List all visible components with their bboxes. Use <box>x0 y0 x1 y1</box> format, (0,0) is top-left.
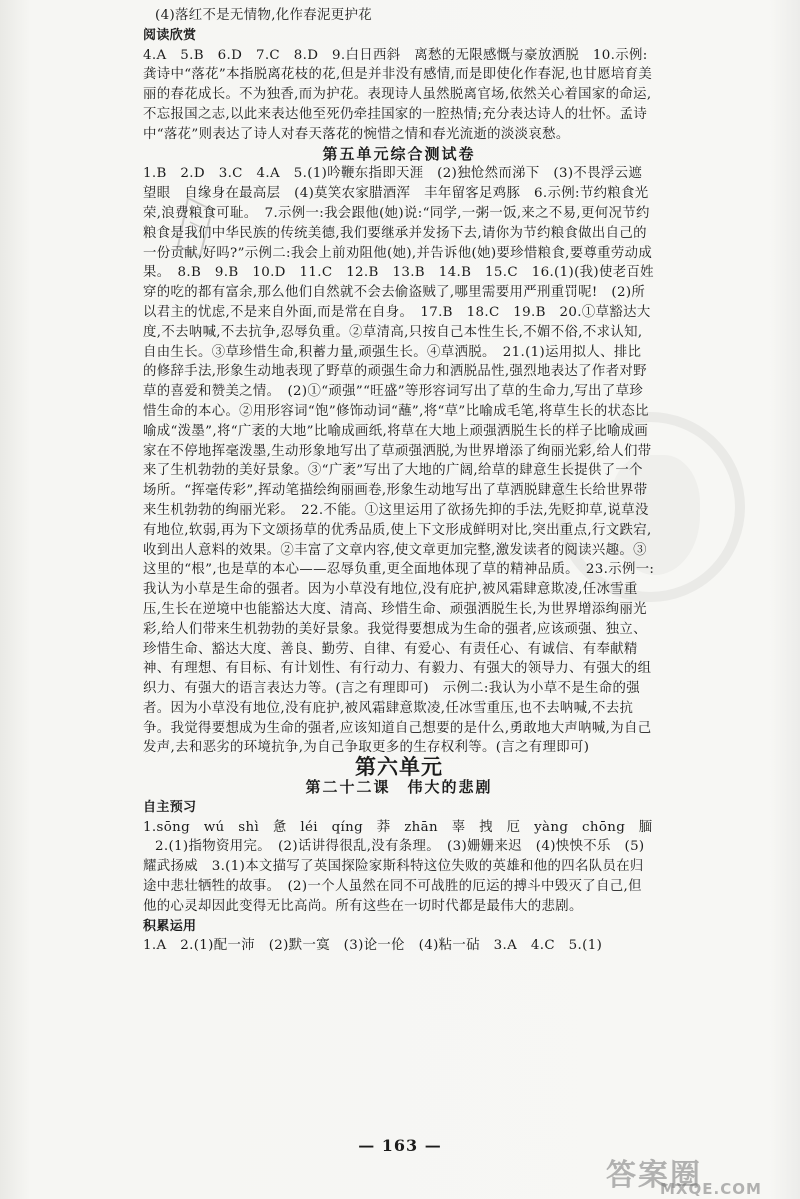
section-heading-reading: 阅读欣赏 <box>143 27 197 43</box>
lesson-title: 第二十二课 伟大的悲剧 <box>305 778 493 797</box>
logo-url: MXQE.COM <box>660 1180 762 1198</box>
accumulate-answers: 1.A 2.(1)配一沛 (2)默一寞 (3)论一伦 (4)粘一砧 3.A 4.C 5.(1) <box>143 938 603 954</box>
unit5-test-title: 第五单元综合测试卷 <box>322 144 476 163</box>
logo-text: 答案圈 <box>606 1158 702 1193</box>
poem-line: (4)落红不是无情物,化作春泥更护花 <box>155 8 372 23</box>
reading-answers: 4.A 5.B 6.D 7.C 8.D 9.白日西斜 离愁的无限感慨与豪放洒脱 10.示例:龚诗中“落花”本指脱离花枝的花,但是并非没有感情,而是即使化作春泥,也甘愿培育美丽的春花成长。不为独香,而为护花。表现诗人虽然脱离官场,依然关心着国家的命运,不忘报国之志,以此来表达他至死仍牵挂国家的一腔热情;充分表达诗人的壮怀。孟诗中“落花”则表达了诗人对春天落花的惋惜之情和春光流逝的淡淡哀愁。 <box>143 47 653 142</box>
answer-content <box>143 6 655 956</box>
site-logo <box>600 1150 800 1199</box>
unit6-title: 第六单元 <box>355 755 443 780</box>
unit5-answers: 1.B 2.D 3.C 4.A 5.(1)吟鞭东指即天涯 (2)独怆然而涕下 (3)不畏浮云遮望眼 自缘身在最高层 (4)莫笑农家腊酒浑 丰年留客足鸡豚 6.示例:节约粮食光荣,浪费粮食可耻。 7.示例一:我会跟他(她)说:“同学,一粥一饭,来之不易,更何况节约粮食是我们中华民族的传统美德,我们要继承并发扬下去,请你为节约粮食做出自己的一份贡献,好吗?”示例二:我会上前劝阻他(她),并告诉他(她)要珍惜粮食,要尊重劳动成果。 8.B 9.B 10.D 11.C 12.B 13.B 14.B 15.C 16.(1)(我)使老百姓穿的吃的都有富余,那么他们自然就不会去偷盗贼了,哪里需要用严刑重罚呢! (2)所以君主的忧虑,不是来自外面,而是常在自身。 17.B 18.C 19.B 20.①草豁达大度,不去呐喊,不去抗争,忍辱负重。②草清高,只按自己本性生长,不媚不俗,不求认知,自由生长。③草珍惜生命,积蓄力量,顽强生长。④草洒脱。 21.(1)运用拟人、排比的修辞手法,形象生动地表现了野草的顽强生命力和洒脱品性,强烈地表达了作者对野草的喜爱和赞美之情。 (2)①“顽强”“旺盛”等形容词写出了草的生命力,写出了草珍惜生命的本心。②用形容词“饱”修饰动词“蘸”,将“草”比喻成毛笔,将草生长的状态比喻成“泼墨”,将“广袤的大地”比喻成画纸,将草在大地上顽强洒脱生长的样子比喻成画家在不停地挥毫泼墨,生动形象地写出了草顽强洒脱,为世界增添了绚丽光彩,给人们带来了生机勃勃的美好景象。③“广袤”写出了大地的广阔,给草的肆意生长提供了一个场所。“挥毫传彩”,挥动笔描绘绚丽画卷,形象生动地写出了草洒脱肆意生长给世界带来生机勃勃的绚丽光彩。 22.不能。①这里运用了欲扬先抑的手法,先贬抑草,说草没有地位,软弱,再为下文颂扬草的优秀品质,使上下文形成鲜明对比,突出重点,行文跌宕,收到出人意料的效果。②丰富了文章内容,使文章更加完整,激发读者的阅读兴趣。③这里的“根”,也是草的本心——忍辱负重,更全面地体现了草的精神品质。 23.示例一:我认为小草是生命的强者。因为小草没有地位,没有庇护,被风霜肆意欺凌,任冰雪重压,生长在逆境中也能豁达大度、清高、珍惜生命、顽强洒脱生长,为世界增添绚丽光彩,给人们带来生机勃勃的美好景象。我觉得要想成为生命的强者,应该顽强、独立、珍惜生命、豁达大度、善良、勤劳、自律、有爱心、有责任心、有诚信、有奉献精神、有理想、有目标、有计划性、有行动力、有毅力、有强大的领导力、有强大的组织力、有强大的语言表达力等。(言之有理即可) 示例二:我认为小草不是生命的强者。因为小草没有地位,没有庇护,被风霜肆意欺凌,任冰雪重压,也不去呐喊,不去抗争。我觉得要想成为生命的强者,应该知道自己想要的是什么,勇敢地大声呐喊,为自己发声,去和恶劣的环境抗争,为自己争取更多的生存权利等。(言之有理即可) <box>143 166 655 756</box>
section-heading-accumulate: 积累运用 <box>143 918 197 934</box>
page-number: — 163 — <box>358 1136 442 1155</box>
preview-answers: 2.(1)指物资用完。 (2)话讲得很乱,没有条理。 (3)姗姗来迟 (4)怏怏不乐 (5)耀武扬威 3.(1)本文描写了英国探险家斯科特这位失败的英雄和他的四名队员在归途中悲壮牺牲的故事。 (2)一个人虽然在同不可战胜的厄运的搏斗中毁灭了自己,但他的心灵却因此变得无比高尚。所有这些在一切时代都是最伟大的悲剧。 <box>143 839 645 914</box>
preview-pinyin-line: 1.sōng wú shì 惫 léi qíng 莽 zhān 辜 拽 厄 yàng chōng 腼 <box>143 819 653 835</box>
section-heading-preview: 自主预习 <box>143 799 197 815</box>
